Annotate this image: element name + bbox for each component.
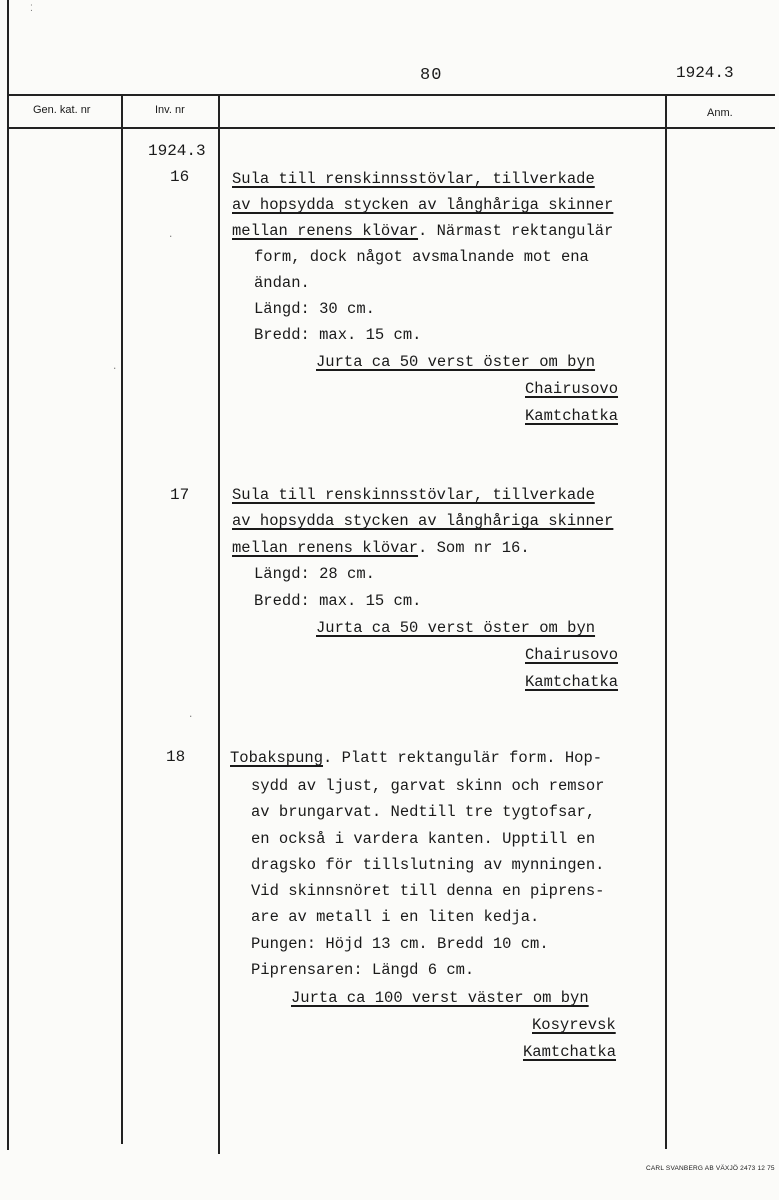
entry-location-line: Jurta ca 50 verst öster om byn bbox=[316, 619, 596, 637]
column-line-text-anm bbox=[665, 94, 667, 1149]
entry-width: Bredd: max. 15 cm. bbox=[254, 326, 422, 344]
entry-location-place: Kosyrevsk bbox=[532, 1016, 616, 1034]
scan-speck: · bbox=[168, 232, 174, 242]
entry-description-line: ändan. bbox=[254, 274, 310, 292]
page-number: 80 bbox=[420, 66, 443, 85]
column-line-gen-inv bbox=[121, 94, 123, 1144]
scan-speck: · bbox=[112, 364, 118, 374]
entry-description-line: en också i vardera kanten. Upptill en bbox=[251, 830, 596, 848]
entry-location-place: Chairusovo bbox=[525, 380, 619, 398]
entry-title-line: Sula till renskinnsstövlar, tillverkade bbox=[232, 170, 595, 188]
entry-location-region: Kamtchatka bbox=[523, 1043, 617, 1061]
entry-description-line: form, dock något avsmalnande mot ena bbox=[254, 248, 589, 266]
entry-location-region: Kamtchatka bbox=[525, 673, 619, 691]
inventory-number: 18 bbox=[166, 748, 186, 766]
entry-description-line: dragsko för tillslutning av mynningen. bbox=[251, 856, 605, 874]
entry-title-underlined: Tobakspung bbox=[230, 749, 324, 767]
entry-description-line: Vid skinnsnöret till denna en piprens- bbox=[251, 882, 605, 900]
inventory-year: 1924.3 bbox=[148, 142, 206, 160]
entry-title-line bbox=[230, 751, 602, 767]
entry-location-line: Jurta ca 100 verst väster om byn bbox=[291, 989, 589, 1007]
entry-description-line: Piprensaren: Längd 6 cm. bbox=[251, 961, 475, 979]
entry-description-line: Pungen: Höjd 13 cm. Bredd 10 cm. bbox=[251, 935, 549, 953]
entry-location-region: Kamtchatka bbox=[525, 407, 619, 425]
header-year: 1924.3 bbox=[676, 64, 734, 82]
column-header-inv: Inv. nr bbox=[155, 104, 185, 116]
entry-description-line: are av metall i en liten kedja. bbox=[251, 908, 540, 926]
entry-title-line: av hopsydda stycken av långhåriga skinner bbox=[232, 512, 614, 530]
entry-title-line: av hopsydda stycken av långhåriga skinner bbox=[232, 196, 614, 214]
column-header-gen-kat: Gen. kat. nr bbox=[33, 104, 91, 116]
entry-title-underlined: mellan renens klövar bbox=[232, 222, 419, 240]
inventory-number: 16 bbox=[170, 168, 190, 186]
entry-description-line: sydd av ljust, garvat skinn och remsor bbox=[251, 777, 605, 795]
scan-speck: · bbox=[188, 712, 194, 722]
entry-title-rest: . Som nr 16. bbox=[418, 539, 530, 557]
left-border-line bbox=[7, 0, 9, 1150]
entry-title-underlined: mellan renens klövar bbox=[232, 539, 419, 557]
entry-location-place: Chairusovo bbox=[525, 646, 619, 664]
entry-length: Längd: 28 cm. bbox=[254, 565, 375, 583]
entry-title-rest: . Platt rektangulär form. Hop- bbox=[323, 749, 603, 767]
entry-length: Längd: 30 cm. bbox=[254, 300, 375, 318]
scan-speck: ⁚ bbox=[30, 4, 33, 14]
column-line-inv-text bbox=[218, 94, 220, 1154]
entry-title-line bbox=[232, 541, 530, 557]
entry-title-line: Sula till renskinnsstövlar, tillverkade bbox=[232, 486, 595, 504]
entry-description-line: av brungarvat. Nedtill tre tygtofsar, bbox=[251, 803, 596, 821]
entry-title-rest: . Närmast rektangulär bbox=[418, 222, 614, 240]
column-header-anm: Anm. bbox=[707, 107, 733, 119]
inventory-number: 17 bbox=[170, 486, 190, 504]
printer-imprint: CARL SVANBERG AB VÄXJÖ 2473 12 75 bbox=[646, 1165, 775, 1172]
entry-width: Bredd: max. 15 cm. bbox=[254, 592, 422, 610]
entry-location-line: Jurta ca 50 verst öster om byn bbox=[316, 353, 596, 371]
entry-title-line bbox=[232, 224, 613, 240]
